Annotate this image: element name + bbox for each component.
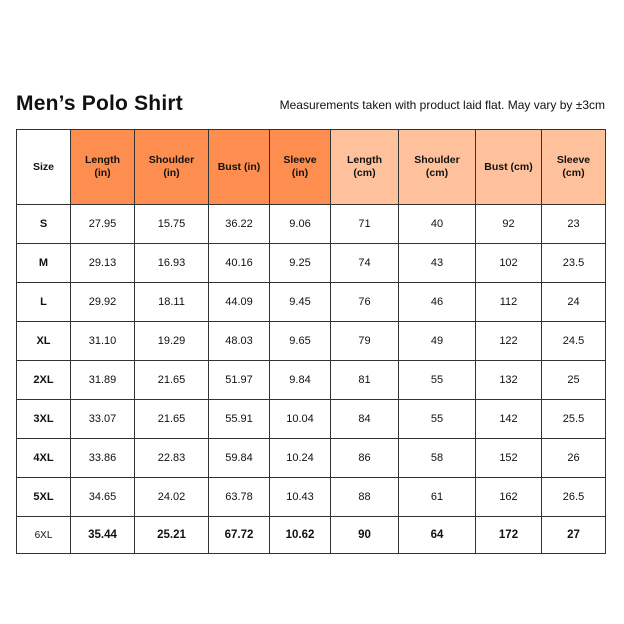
measurement-cell: 102 <box>476 244 542 283</box>
measurement-cell: 23.5 <box>542 244 606 283</box>
column-header-text: Size <box>32 160 54 173</box>
column-header <box>542 130 606 205</box>
measurement-cell: 35.44 <box>71 517 135 554</box>
measurement-cell: 10.43 <box>270 478 331 517</box>
column-header-text: (cm) <box>425 167 449 179</box>
measurement-cell: 172 <box>476 517 542 554</box>
measurement-cell: 19.29 <box>135 322 209 361</box>
table-row <box>17 478 606 517</box>
column-header-text: (in) <box>94 167 111 179</box>
measurement-cell: 23 <box>542 205 606 244</box>
measurement-cell: 9.65 <box>270 322 331 361</box>
column-header-text: Sleeve <box>283 154 317 166</box>
column-header-text: Length <box>85 154 120 166</box>
measurement-cell: 40.16 <box>209 244 270 283</box>
size-label-cell: 4XL <box>17 439 71 478</box>
size-label-cell: M <box>17 244 71 283</box>
column-header <box>135 130 209 205</box>
measurement-cell: 92 <box>476 205 542 244</box>
measurement-cell: 81 <box>331 361 399 400</box>
measurement-cell: 132 <box>476 361 542 400</box>
table-row <box>17 517 606 554</box>
measurement-cell: 27 <box>542 517 606 554</box>
measurement-cell: 84 <box>331 400 399 439</box>
measurement-cell: 43 <box>399 244 476 283</box>
measurement-cell: 40 <box>399 205 476 244</box>
column-header-text: Bust (cm) <box>484 160 533 173</box>
size-label-cell: L <box>17 283 71 322</box>
table-row <box>17 361 606 400</box>
measurement-cell: 9.84 <box>270 361 331 400</box>
size-label-cell: 6XL <box>17 517 71 554</box>
measurement-cell: 112 <box>476 283 542 322</box>
measurement-cell: 55 <box>399 361 476 400</box>
column-header-text: (in) <box>291 167 309 179</box>
measurement-cell: 142 <box>476 400 542 439</box>
column-header-text: Shoulder <box>414 154 460 166</box>
table-header-row <box>17 130 606 205</box>
measurement-cell: 25.21 <box>135 517 209 554</box>
size-label-cell: 5XL <box>17 478 71 517</box>
measurement-cell: 25.5 <box>542 400 606 439</box>
size-label-cell: 3XL <box>17 400 71 439</box>
measurement-cell: 22.83 <box>135 439 209 478</box>
measurement-cell: 49 <box>399 322 476 361</box>
measurement-cell: 152 <box>476 439 542 478</box>
measurement-cell: 18.11 <box>135 283 209 322</box>
table-row <box>17 400 606 439</box>
measurement-cell: 74 <box>331 244 399 283</box>
column-header-text: (cm) <box>353 167 376 179</box>
column-header-text: Length <box>347 154 382 166</box>
column-header <box>209 130 270 205</box>
measurement-cell: 162 <box>476 478 542 517</box>
measurement-cell: 29.92 <box>71 283 135 322</box>
column-header-text: Shoulder <box>148 154 195 166</box>
measurement-cell: 15.75 <box>135 205 209 244</box>
column-header-text: (cm) <box>562 167 585 179</box>
measurement-cell: 10.24 <box>270 439 331 478</box>
column-header-text: Bust (in) <box>217 160 261 173</box>
measurement-cell: 16.93 <box>135 244 209 283</box>
measurement-cell: 25 <box>542 361 606 400</box>
measurement-cell: 33.86 <box>71 439 135 478</box>
measurement-cell: 90 <box>331 517 399 554</box>
table-row <box>17 439 606 478</box>
table-row <box>17 283 606 322</box>
measurement-cell: 27.95 <box>71 205 135 244</box>
measurement-cell: 36.22 <box>209 205 270 244</box>
measurement-cell: 24.02 <box>135 478 209 517</box>
measurement-cell: 86 <box>331 439 399 478</box>
measurement-cell: 67.72 <box>209 517 270 554</box>
measurement-note: Measurements taken with product laid flat. May vary by ±3cm <box>279 98 605 112</box>
table-row <box>17 322 606 361</box>
measurement-cell: 76 <box>331 283 399 322</box>
column-header-text: (in) <box>163 167 180 179</box>
measurement-cell: 55.91 <box>209 400 270 439</box>
column-header <box>399 130 476 205</box>
measurement-cell: 61 <box>399 478 476 517</box>
measurement-cell: 63.78 <box>209 478 270 517</box>
measurement-cell: 9.25 <box>270 244 331 283</box>
measurement-cell: 26 <box>542 439 606 478</box>
column-header <box>270 130 331 205</box>
measurement-cell: 21.65 <box>135 400 209 439</box>
measurement-cell: 34.65 <box>71 478 135 517</box>
table-row <box>17 205 606 244</box>
column-header <box>71 130 135 205</box>
measurement-cell: 79 <box>331 322 399 361</box>
column-header-text: Sleeve <box>556 154 591 166</box>
measurement-cell: 31.10 <box>71 322 135 361</box>
measurement-cell: 10.62 <box>270 517 331 554</box>
measurement-cell: 9.06 <box>270 205 331 244</box>
measurement-cell: 9.45 <box>270 283 331 322</box>
measurement-cell: 58 <box>399 439 476 478</box>
measurement-cell: 24.5 <box>542 322 606 361</box>
table-row <box>17 244 606 283</box>
size-chart-table <box>16 129 606 554</box>
size-label-cell: XL <box>17 322 71 361</box>
measurement-cell: 46 <box>399 283 476 322</box>
measurement-cell: 88 <box>331 478 399 517</box>
size-label-cell: S <box>17 205 71 244</box>
column-header <box>476 130 542 205</box>
size-label-cell: 2XL <box>17 361 71 400</box>
column-header <box>17 130 71 205</box>
measurement-cell: 24 <box>542 283 606 322</box>
measurement-cell: 122 <box>476 322 542 361</box>
measurement-cell: 44.09 <box>209 283 270 322</box>
measurement-cell: 21.65 <box>135 361 209 400</box>
measurement-cell: 29.13 <box>71 244 135 283</box>
page-title: Men’s Polo Shirt <box>16 92 183 115</box>
column-header <box>331 130 399 205</box>
measurement-cell: 51.97 <box>209 361 270 400</box>
measurement-cell: 48.03 <box>209 322 270 361</box>
measurement-cell: 59.84 <box>209 439 270 478</box>
measurement-cell: 10.04 <box>270 400 331 439</box>
measurement-cell: 31.89 <box>71 361 135 400</box>
measurement-cell: 26.5 <box>542 478 606 517</box>
table-body <box>17 205 606 554</box>
measurement-cell: 33.07 <box>71 400 135 439</box>
measurement-cell: 64 <box>399 517 476 554</box>
measurement-cell: 71 <box>331 205 399 244</box>
measurement-cell: 55 <box>399 400 476 439</box>
